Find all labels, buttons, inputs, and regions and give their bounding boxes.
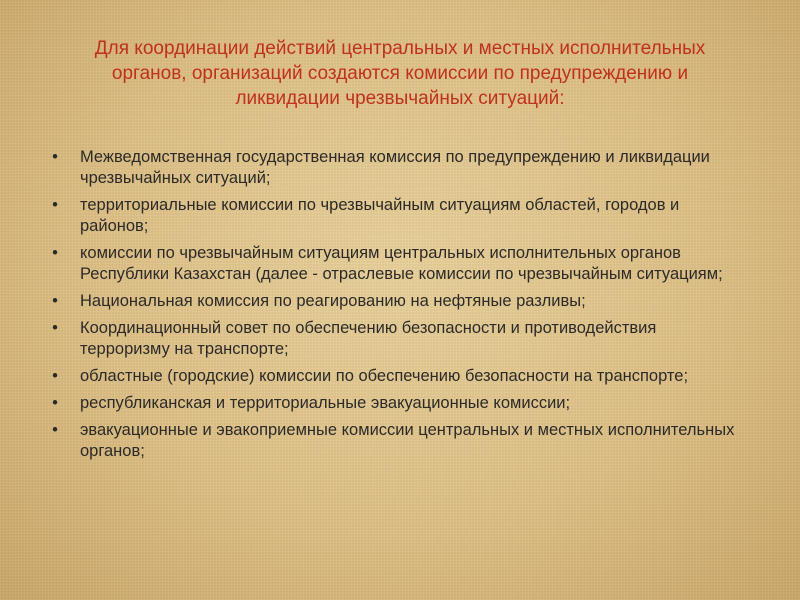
list-item	[48, 147, 738, 189]
list-item-text: областные (городские) комиссии по обеспечению безопасности на транспорте;	[80, 367, 689, 385]
list-item	[48, 366, 738, 387]
bullet-icon: •	[52, 196, 58, 214]
bullet-icon: •	[52, 244, 58, 262]
bullet-icon: •	[52, 421, 58, 439]
list-item	[48, 393, 738, 414]
list-item	[48, 318, 738, 360]
list-item	[48, 291, 738, 312]
commission-list	[48, 147, 738, 468]
bullet-icon: •	[52, 319, 58, 337]
list-item-text: Национальная комиссия по реагированию на нефтяные разливы;	[80, 292, 586, 310]
list-item-text: Координационный совет по обеспечению безопасности и противодействия терроризму на транспорте;	[80, 319, 657, 358]
bullet-icon: •	[52, 292, 58, 310]
list-item-text: республиканская и территориальные эвакуационные комиссии;	[80, 394, 571, 412]
list-item	[48, 243, 738, 285]
list-item-text: эвакуационные и эвакоприемные комиссии центральных и местных исполнительных органов;	[80, 421, 735, 460]
list-item	[48, 420, 738, 462]
list-item	[48, 195, 738, 237]
bullet-icon: •	[52, 148, 58, 166]
list-item-text: территориальные комиссии по чрезвычайным ситуациям областей, городов и районов;	[80, 196, 680, 235]
bullet-icon: •	[52, 367, 58, 385]
slide-title: Для координации действий центральных и местных исполнительных органов, организаций создаются комиссии по предупреждению и ликвидации чрезвычайных ситуаций:	[94, 38, 706, 109]
bullet-icon: •	[52, 394, 58, 412]
list-item-text: комиссии по чрезвычайным ситуациям центральных исполнительных органов Республики Казахстан (далее - отраслевые комиссии по чрезвычайным ситуациям;	[80, 244, 723, 283]
list-item-text: Межведомственная государственная комиссия по предупреждению и ликвидации чрезвычайных ситуаций;	[80, 148, 710, 187]
